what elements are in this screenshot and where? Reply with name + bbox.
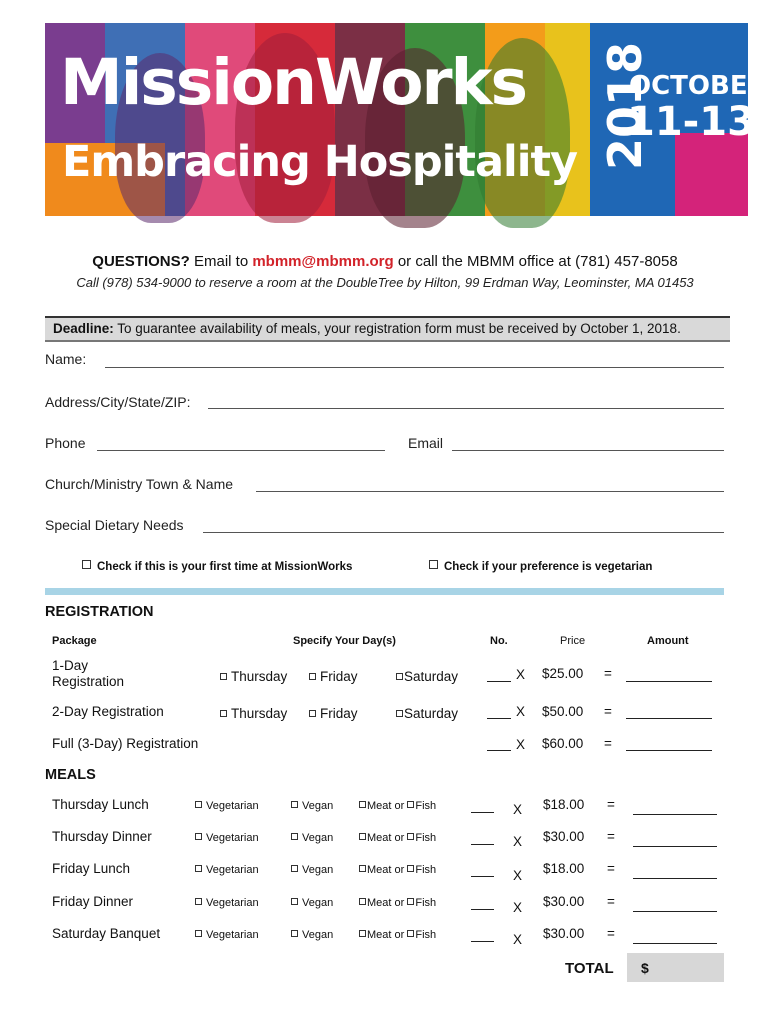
times-sign: X: [513, 802, 523, 817]
qty-field[interactable]: [471, 876, 494, 877]
amount-field[interactable]: [633, 911, 717, 912]
equals-sign: =: [607, 926, 615, 941]
first-time-checkbox[interactable]: [82, 560, 352, 573]
meal-name: Thursday Lunch: [52, 797, 149, 812]
amount-field[interactable]: [626, 681, 712, 682]
times-sign: X: [513, 868, 523, 883]
meal-row: [0, 894, 770, 918]
name-field[interactable]: [105, 367, 724, 368]
banner-year: 2018: [598, 41, 652, 170]
amount-field[interactable]: [626, 718, 712, 719]
meal-price: $30.00: [543, 894, 585, 909]
package-2day: 2-Day Registration: [52, 704, 164, 719]
meat-fish-option[interactable]: Meat or Fish: [359, 832, 436, 844]
church-field[interactable]: [256, 491, 724, 492]
contact-email-link[interactable]: mbmm@mbmm.org: [252, 253, 394, 270]
first-time-label: Check if this is your first time at MissionWorks: [97, 561, 353, 573]
meal-row: [0, 926, 770, 950]
vegetarian-option[interactable]: Vegetarian: [195, 832, 259, 844]
meal-row: [0, 861, 770, 885]
questions-lead: QUESTIONS?: [92, 253, 190, 270]
col-package: Package: [52, 635, 97, 647]
meal-name: Thursday Dinner: [52, 829, 152, 844]
email-label: Email: [408, 435, 444, 451]
banner-subtitle: Embracing Hospitality: [62, 137, 578, 187]
meal-row: [0, 797, 770, 821]
qty-field[interactable]: [471, 941, 494, 942]
package-1day-line1: 1-Day: [52, 658, 89, 673]
deadline-text: To guarantee availability of meals, your registration form must be received by October 1, 2018.: [117, 321, 681, 336]
col-amount: Amount: [647, 635, 689, 647]
times-sign: X: [513, 834, 523, 849]
equals-sign: =: [604, 704, 612, 719]
friday-checkbox[interactable]: Friday: [309, 669, 358, 684]
phone-field[interactable]: [97, 450, 385, 451]
checkbox-icon: [396, 710, 403, 717]
meat-fish-option[interactable]: Meat or Fish: [359, 800, 436, 812]
dietary-label: Special Dietary Needs: [45, 517, 184, 533]
checkbox-icon: [220, 673, 227, 680]
total-field[interactable]: [627, 953, 724, 982]
amount-field[interactable]: [633, 943, 717, 944]
times-sign: X: [516, 737, 526, 752]
equals-sign: =: [607, 797, 615, 812]
price-1day: $25.00: [542, 666, 584, 681]
vegetarian-checkbox[interactable]: [429, 560, 652, 573]
thursday-checkbox[interactable]: Thursday: [220, 669, 287, 684]
address-field[interactable]: [208, 408, 724, 409]
church-label: Church/Ministry Town & Name: [45, 476, 234, 492]
amount-field[interactable]: [626, 750, 712, 751]
meat-fish-option[interactable]: Meat or Fish: [359, 929, 436, 941]
equals-sign: =: [607, 894, 615, 909]
col-specify-days: Specify Your Day(s): [293, 635, 396, 647]
meal-row: [0, 829, 770, 853]
phone-text: or call the MBMM office at (781) 457-8058: [397, 253, 678, 270]
friday-checkbox[interactable]: Friday: [309, 706, 358, 721]
name-label: Name:: [45, 351, 87, 367]
meal-price: $30.00: [543, 926, 585, 941]
vegan-option[interactable]: Vegan: [291, 832, 333, 844]
email-field[interactable]: [452, 450, 724, 451]
package-full: Full (3-Day) Registration: [52, 736, 199, 751]
banner-days: 11-13: [627, 99, 755, 145]
qty-field[interactable]: [471, 844, 494, 845]
equals-sign: =: [607, 861, 615, 876]
meal-name: Saturday Banquet: [52, 926, 161, 941]
saturday-checkbox[interactable]: Saturday: [396, 706, 458, 721]
event-banner: [45, 23, 768, 216]
amount-field[interactable]: [633, 878, 717, 879]
times-sign: X: [513, 900, 523, 915]
qty-field[interactable]: [471, 909, 494, 910]
vegetarian-label: Check if your preference is vegetarian: [444, 561, 653, 573]
amount-field[interactable]: [633, 814, 717, 815]
meal-name: Friday Lunch: [52, 861, 131, 876]
meal-price: $18.00: [543, 797, 585, 812]
equals-sign: =: [604, 736, 612, 751]
checkbox-icon: [396, 673, 403, 680]
address-label: Address/City/State/ZIP:: [45, 394, 191, 410]
hotel-line: Call (978) 534-9000 to reserve a room at the DoubleTree by Hilton, 99 Erdman Way, Leominster, MA 01453: [76, 275, 694, 290]
vegetarian-option[interactable]: Vegetarian: [195, 929, 259, 941]
times-sign: X: [516, 667, 526, 682]
phone-label: Phone: [45, 435, 86, 451]
banner-title: MissionWorks: [60, 46, 527, 119]
dietary-field[interactable]: [203, 532, 724, 533]
currency-symbol: $: [641, 960, 649, 976]
amount-field[interactable]: [633, 846, 717, 847]
meat-fish-option[interactable]: Meat or Fish: [359, 864, 436, 876]
vegan-option[interactable]: Vegan: [291, 929, 333, 941]
checkbox-icon: [309, 673, 316, 680]
qty-field[interactable]: [487, 750, 511, 751]
vegetarian-option[interactable]: Vegetarian: [195, 897, 259, 909]
questions-line: [0, 253, 770, 270]
checkbox-icon: [82, 560, 91, 569]
deadline-bar: [45, 316, 730, 342]
checkbox-icon: [429, 560, 438, 569]
qty-field[interactable]: [487, 718, 511, 719]
vegan-option[interactable]: Vegan: [291, 864, 333, 876]
times-sign: X: [513, 932, 523, 947]
times-sign: X: [516, 704, 526, 719]
vegan-option[interactable]: Vegan: [291, 897, 333, 909]
email-prefix: Email to: [193, 253, 249, 270]
meal-price: $18.00: [543, 861, 585, 876]
total-label: TOTAL: [565, 960, 614, 977]
price-full: $60.00: [542, 736, 584, 751]
section-divider: [45, 588, 724, 595]
deadline-label: Deadline:: [53, 321, 114, 336]
meal-name: Friday Dinner: [52, 894, 134, 909]
meat-fish-option[interactable]: Meat or Fish: [359, 897, 436, 909]
vegetarian-option[interactable]: Vegetarian: [195, 864, 259, 876]
checkbox-icon: [220, 710, 227, 717]
vegan-option[interactable]: Vegan: [291, 800, 333, 812]
equals-sign: =: [604, 666, 612, 681]
qty-field[interactable]: [487, 681, 511, 682]
thursday-checkbox[interactable]: Thursday: [220, 706, 287, 721]
meals-heading: MEALS: [45, 767, 96, 783]
price-2day: $50.00: [542, 704, 584, 719]
checkbox-icon: [309, 710, 316, 717]
saturday-checkbox[interactable]: Saturday: [396, 669, 458, 684]
col-number: No.: [490, 635, 508, 647]
equals-sign: =: [607, 829, 615, 844]
meal-price: $30.00: [543, 829, 585, 844]
col-price: Price: [560, 635, 586, 647]
package-1day-line2: Registration: [52, 674, 125, 689]
qty-field[interactable]: [471, 812, 494, 813]
banner-month: OCTOBER: [629, 71, 768, 101]
vegetarian-option[interactable]: Vegetarian: [195, 800, 259, 812]
registration-heading: REGISTRATION: [45, 604, 154, 620]
